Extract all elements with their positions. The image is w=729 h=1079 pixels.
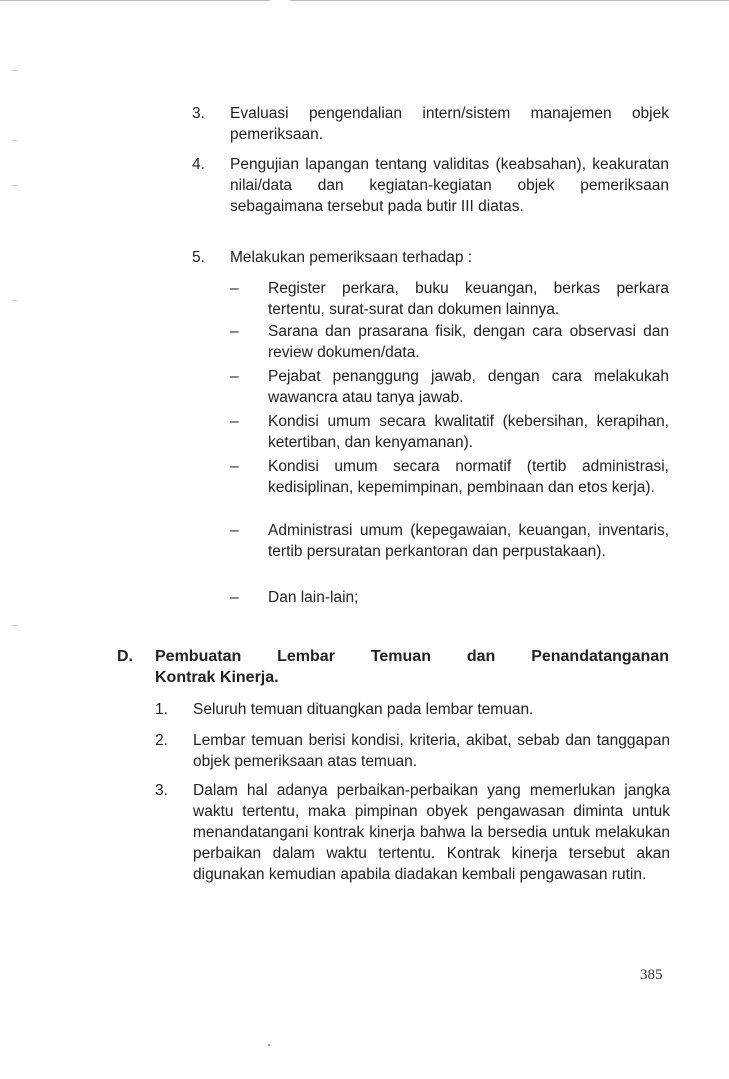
sub-list-text: Dan lain-lain; [268,589,359,606]
scan-margin-mark [12,185,17,186]
dash-bullet: – [230,280,239,297]
list-number: 2. [155,732,168,749]
sub-list-text: Kondisi umum secara normatif (tertib administrasi, kedisiplinan, kepemimpinan, pembinaan dan etos kerja). [268,458,669,496]
sub-list-text: Pejabat penanggung jawab, dengan cara melakukah wawancra atau tanya jawab. [268,368,669,406]
sub-list-item [230,366,669,408]
scan-margin-mark [12,70,17,71]
section-title-line: Kontrak Kinerja. [155,669,279,686]
section-title-line: Pembuatan Lembar Temuan dan Penandatanganan [155,648,669,665]
sub-list-item [230,456,669,498]
list-text: Dalam hal adanya perbaikan-perbaikan yang memerlukan jangka waktu tertentu, maka pimpinan obyek pengawasan diminta untuk menandatangani kontrak kinerja bahwa la bersedia untuk melakukan perbaikan dalam waktu tertentu. Kontrak kinerja tersebut akan digunakan kemudian apabila diadakan kembali pengawasan rutin. [193,782,670,883]
list-text: Seluruh temuan dituangkan pada lembar temuan. [193,701,534,718]
list-number: 3. [192,105,205,122]
sub-list-item [230,321,669,363]
scan-edge-line [290,0,729,1]
scan-margin-mark [12,140,17,141]
dash-bullet: – [230,368,239,385]
dash-bullet: – [230,323,239,340]
list-item [155,730,670,772]
dash-bullet: – [230,458,239,475]
list-text: Evaluasi pengendalian intern/sistem manajemen objek pemeriksaan. [230,105,669,143]
sub-list-text: Sarana dan prasarana fisik, dengan cara observasi dan review dokumen/data. [268,323,669,361]
scan-speck [268,1044,270,1046]
list-item [192,247,669,268]
dash-bullet: – [230,522,239,539]
list-item [192,154,669,217]
sub-list-item [230,411,669,453]
scan-margin-mark [12,625,17,626]
list-number: 5. [192,249,205,266]
sub-list-text: Register perkara, buku keuangan, berkas perkara tertentu, surat-surat dan dokumen lainnya. [268,280,669,318]
sub-list-item [230,587,669,608]
section-heading [117,646,669,688]
scan-edge-line [0,0,270,1]
dash-bullet: – [230,589,239,606]
list-number: 1. [155,701,168,718]
page-number: 385 [640,967,663,983]
list-item [155,699,670,720]
sub-list-text: Kondisi umum secara kwalitatif (kebersihan, kerapihan, ketertiban, dan kenyamanan). [268,413,669,451]
list-number: 4. [192,156,205,173]
sub-list-text: Administrasi umum (kepegawaian, keuangan, inventaris, tertib persuratan perkantoran dan perpustakaan). [268,522,669,560]
list-number: 3. [155,782,168,799]
list-text: Melakukan pemeriksaan terhadap : [230,249,473,266]
list-item [192,103,669,145]
list-text: Lembar temuan berisi kondisi, kriteria, akibat, sebab dan tanggapan objek pemeriksaan atas temuan. [193,732,670,770]
scan-margin-mark [12,300,17,301]
dash-bullet: – [230,413,239,430]
list-item [155,780,670,885]
sub-list-item [230,278,669,320]
list-text: Pengujian lapangan tentang validitas (keabsahan), keakuratan nilai/data dan kegiatan-kegiatan objek pemeriksaan sebagaimana tersebut pada butir III diatas. [230,156,669,215]
section-letter: D. [117,648,133,665]
sub-list-item [230,520,669,562]
